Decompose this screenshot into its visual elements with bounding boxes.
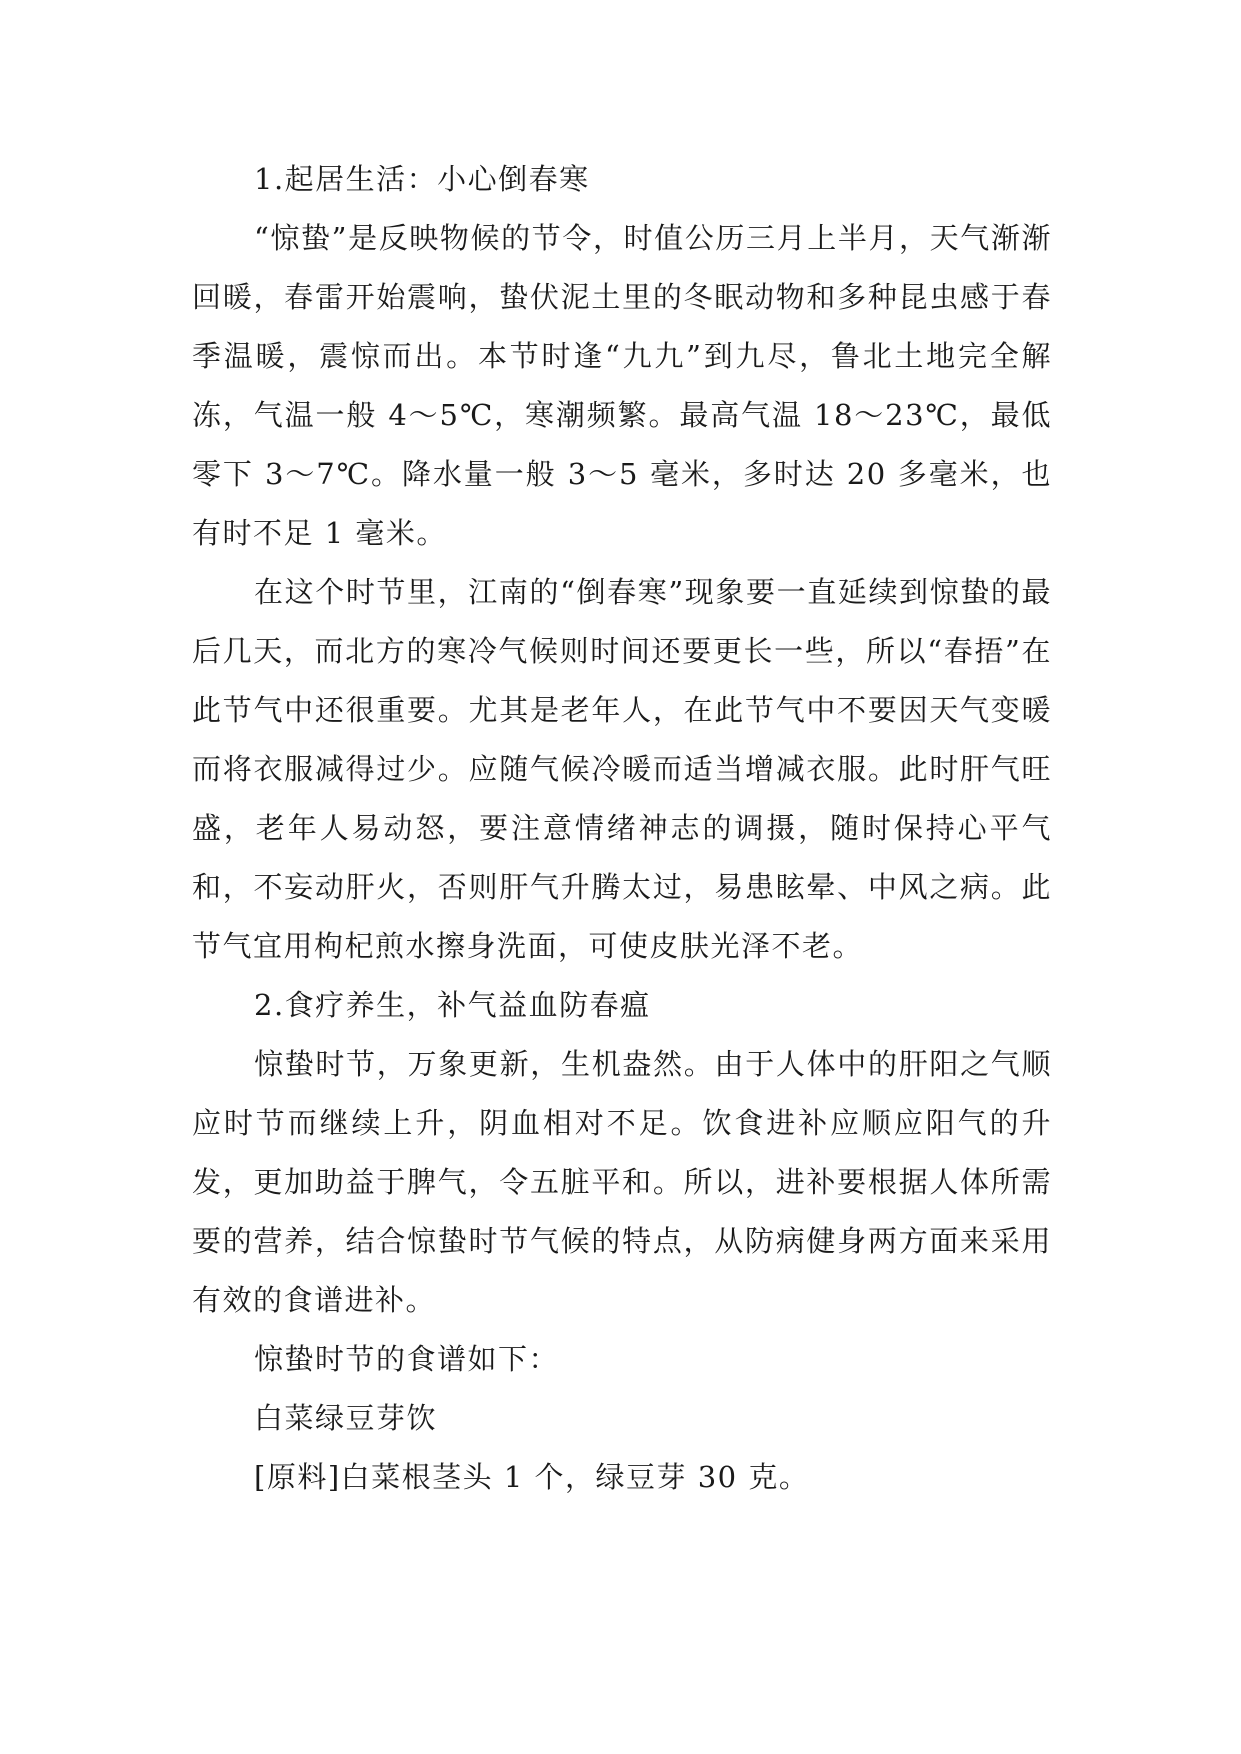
recipe-ingredients: [原料]白菜根茎头 1 个，绿豆芽 30 克。 [254,1460,810,1494]
paragraph-jingzhe-intro: “惊蛰”是反映物候的节令，时值公历三月上半月，天气渐渐回暖，春雷开始震响，蛰伏泥土里的冬眠动物和多种昆虫感于春季温暖，震惊而出。本节时逢“九九”到九尽，鲁北土地完全解冻，气温一般 4～5℃，寒潮频繁。最高气温 18～23℃，最低零下 3～7℃。降水量一般 3～5 毫米，多时达 20 多毫米，也有时不足 1 毫米。 [192,221,1052,550]
paragraph-cold-spring: 在这个时节里，江南的“倒春寒”现象要一直延续到惊蛰的最后几天，而北方的寒冷气候则时间还要更长一些，所以“春捂”在此节气中还很重要。尤其是老年人，在此节气中不要因天气变暖而将衣服减得过少。应随气候冷暖而适当增减衣服。此时肝气旺盛，老年人易动怒，要注意情绪神志的调摄，随时保持心平气和，不妄动肝火，否则肝气升腾太过，易患眩晕、中风之病。此节气宜用枸杞煎水擦身洗面，可使皮肤光泽不老。 [192,575,1052,963]
recipe-title: 白菜绿豆芽饮 [254,1401,438,1435]
paragraph-diet-advice: 惊蛰时节，万象更新，生机盎然。由于人体中的肝阳之气顺应时节而继续上升，阴血相对不足。饮食进补应顺应阳气的升发，更加助益于脾气，令五脏平和。所以，进补要根据人体所需要的营养，结合惊蛰时节气候的特点，从防病健身两方面来采用有效的食谱进补。 [192,1047,1052,1317]
paragraph-recipe-intro: 惊蛰时节的食谱如下： [254,1342,560,1376]
section-heading-diet: 2.食疗养生，补气益血防春瘟 [254,988,651,1022]
document-body [192,150,1052,1507]
section-heading-daily-life: 1.起居生活：小心倒春寒 [254,162,590,196]
